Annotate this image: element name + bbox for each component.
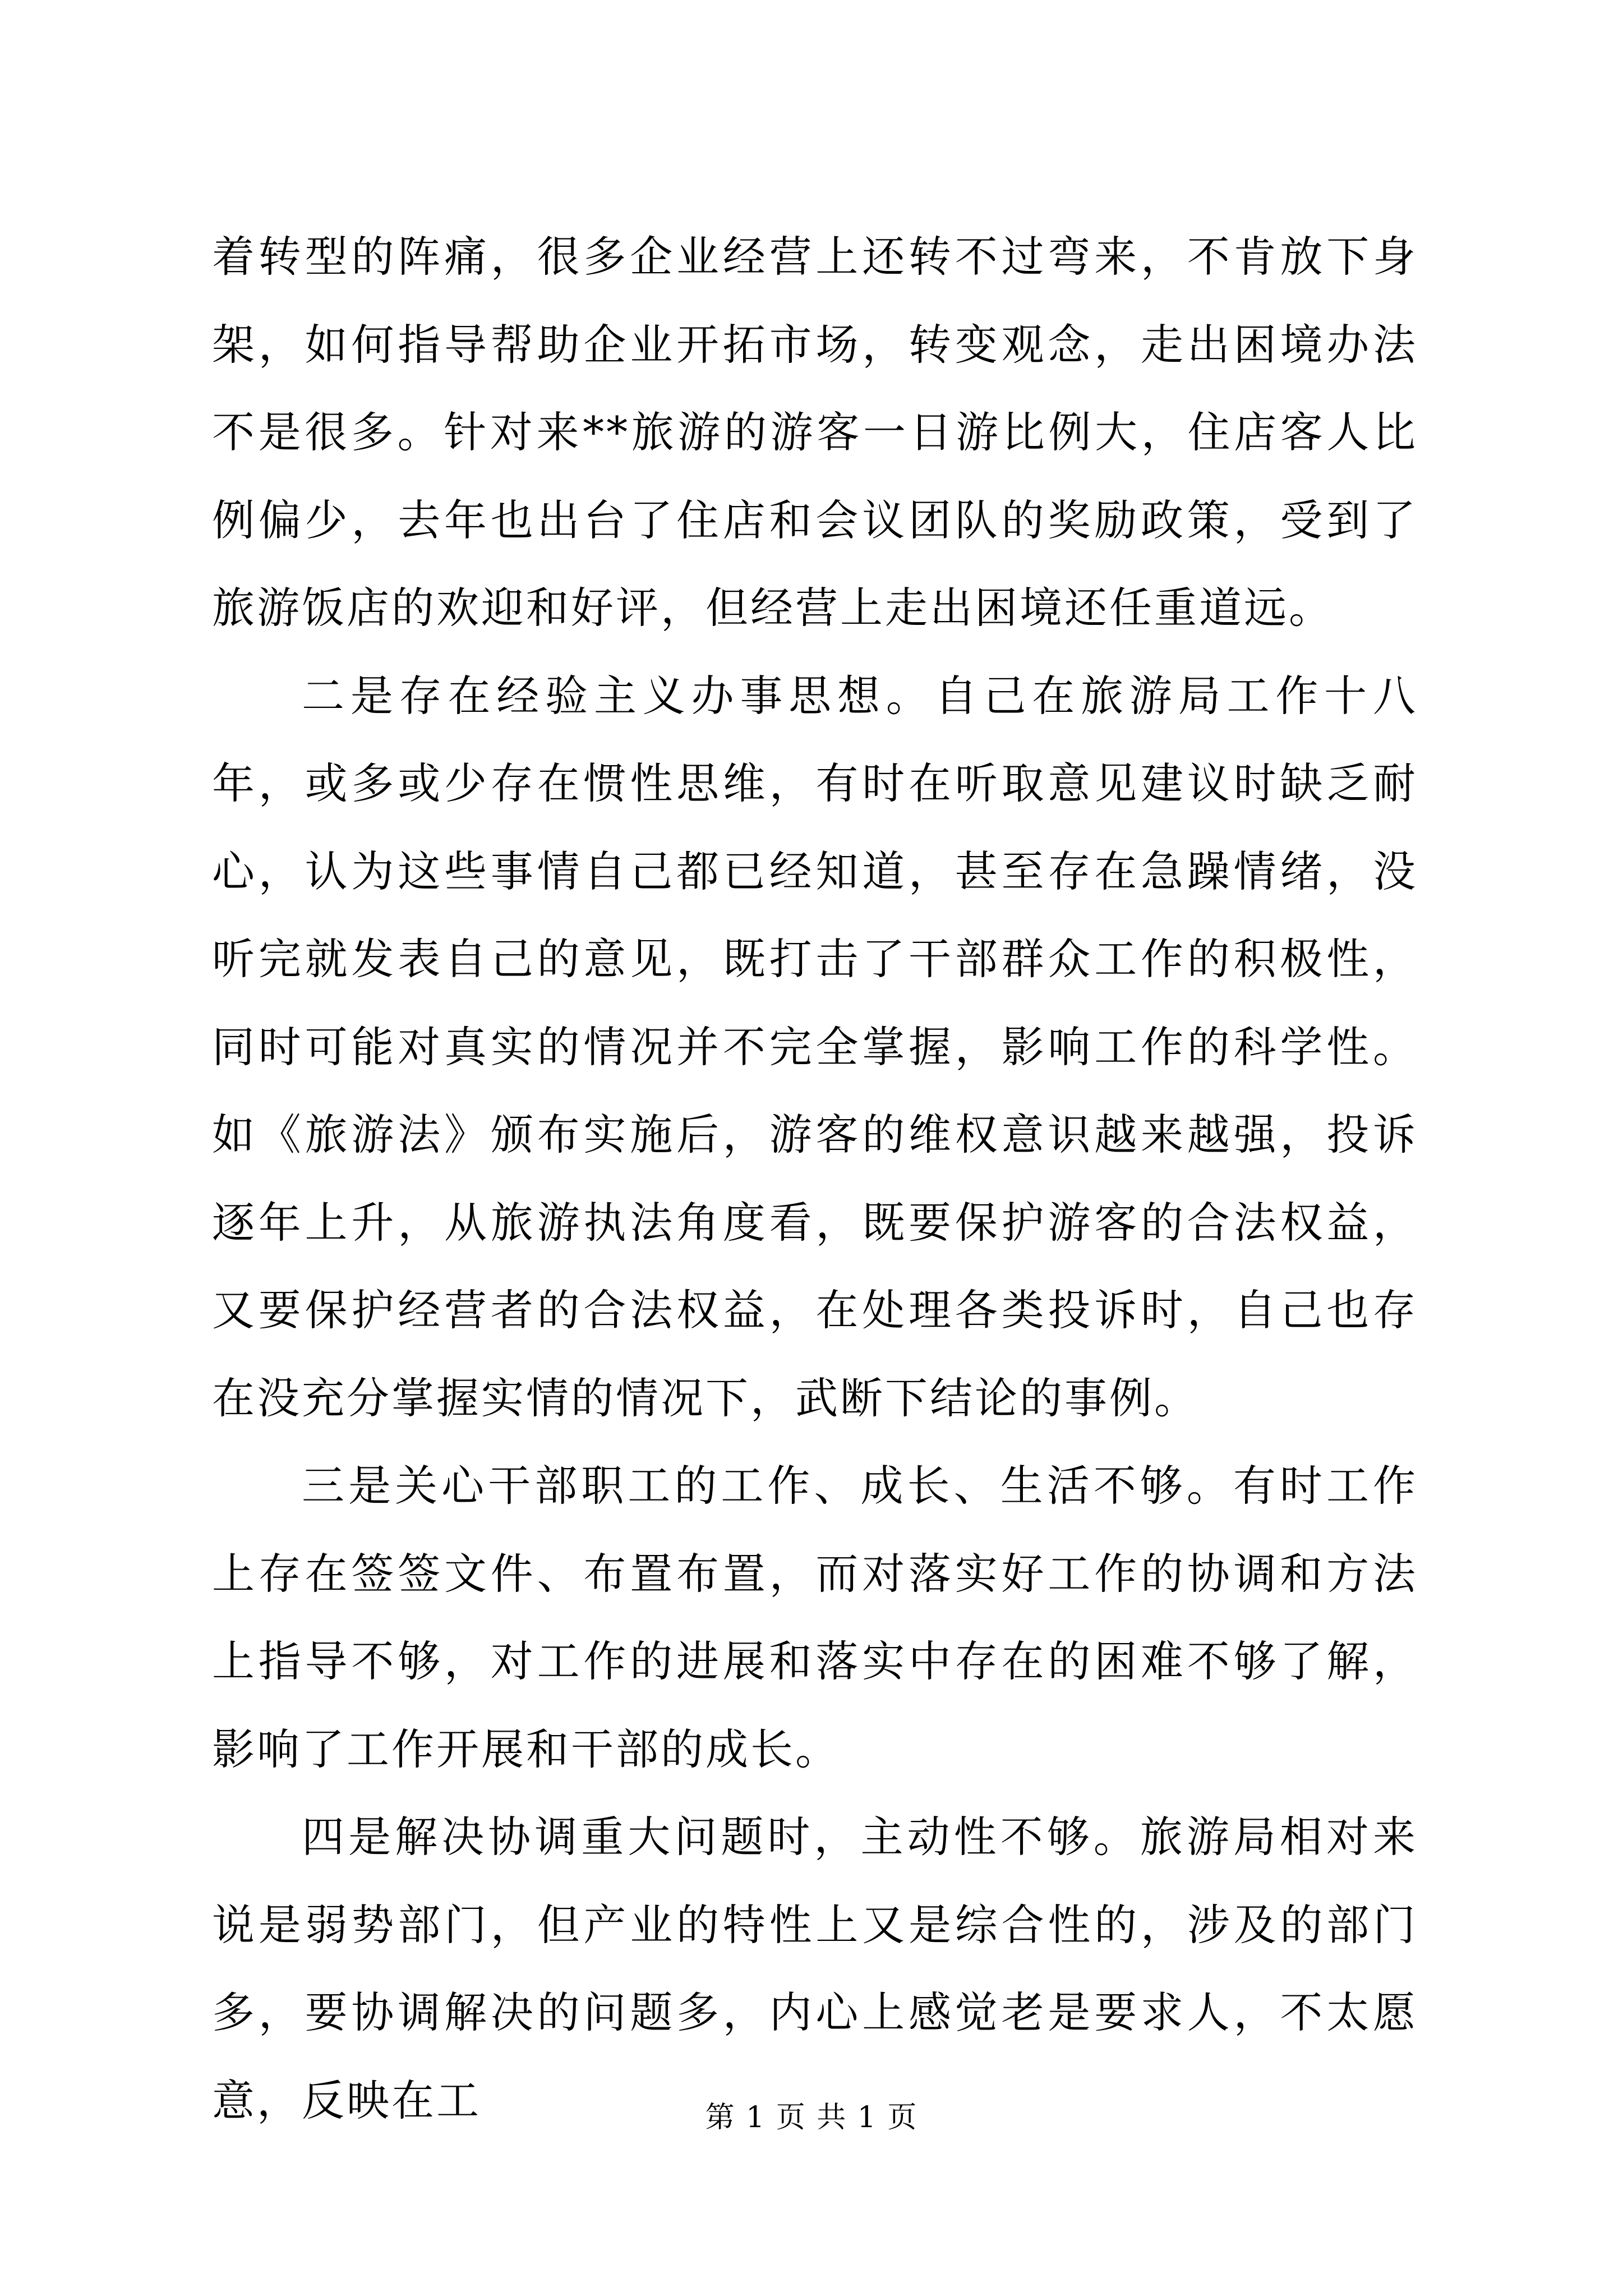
paragraph-point-two: 二是存在经验主义办事思想。自己在旅游局工作十八年，或多或少存在惯性思维，有时在听取意见建议时缺乏耐心，认为这些事情自己都已经知道，甚至存在急躁情绪，没听完就发表自己的意见，既打击了干部群众工作的积极性，同时可能对真实的情况并不完全掌握，影响工作的科学性。如《旅游法》颁布实施后，游客的维权意识越来越强，投诉逐年上升，从旅游执法角度看，既要保护游客的合法权益，又要保护经营者的合法权益，在处理各类投诉时，自己也存在没充分掌握实情的情况下，武断下结论的事例。 <box>212 670 1418 1423</box>
document-body <box>212 213 1418 2145</box>
paragraph-point-three: 三是关心干部职工的工作、成长、生活不够。有时工作上存在签签文件、布置布置，而对落实好工作的协调和方法上指导不够，对工作的进展和落实中存在的困难不够了解，影响了工作开展和干部的成长。 <box>212 1461 1418 1774</box>
paragraph-continuation: 着转型的阵痛，很多企业经营上还转不过弯来，不肯放下身架，如何指导帮助企业开拓市场，转变观念，走出困境办法不是很多。针对来**旅游的游客一日游比例大，住店客人比例偏少，去年也出台了住店和会议团队的奖励政策，受到了旅游饭店的欢迎和好评，但经营上走出困境还任重道远。 <box>212 232 1418 633</box>
page-footer: 第 1 页 共 1 页 <box>705 2101 918 2134</box>
paragraph-point-four: 四是解决协调重大问题时，主动性不够。旅游局相对来说是弱势部门，但产业的特性上又是综合性的，涉及的部门多，要协调解决的问题多，内心上感觉老是要求人，不太愿意，反映在工 <box>212 1812 1418 2125</box>
